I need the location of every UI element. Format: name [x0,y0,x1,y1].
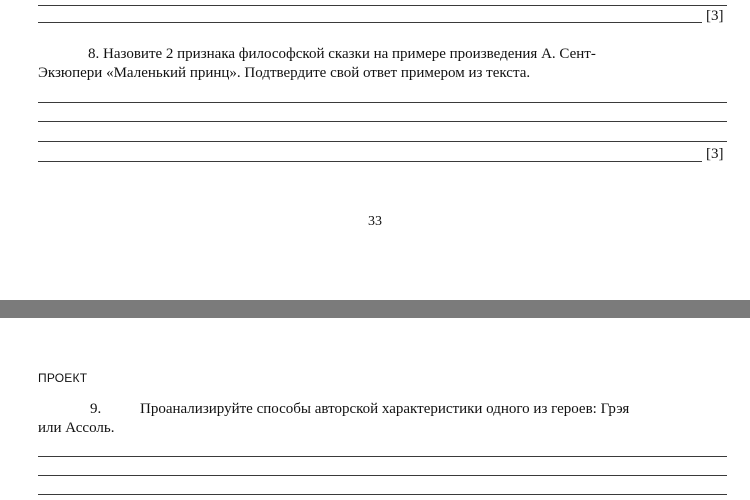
draft-label: ПРОЕКТ [38,371,88,385]
page-separator [0,300,750,318]
question-9 [38,400,728,438]
score-mark: [3] [706,8,724,24]
answer-line [38,494,727,495]
answer-line [38,102,727,103]
question-8 [38,45,728,83]
question-9-number: 9. [90,401,102,417]
answer-line [38,22,702,23]
answer-line [38,141,727,142]
question-8-line-2: Экзюпери «Маленький принц». Подтвердите свой ответ примером из текста. [38,65,531,81]
page-number: 33 [368,214,382,229]
answer-line [38,475,727,476]
answer-line [38,456,727,457]
answer-line [38,5,727,6]
answer-line [38,161,702,162]
score-mark: [3] [706,146,724,162]
worksheet-page-bottom [0,318,750,500]
question-8-line-1: 8. Назовите 2 признака философской сказки на примере произведения А. Сент- [88,46,596,62]
answer-line [38,121,727,122]
question-9-line-1: 9. Проанализируйте способы авторской характеристики одного из героев: Грэя [90,401,630,417]
question-9-line-2: или Ассоль. [38,420,115,436]
